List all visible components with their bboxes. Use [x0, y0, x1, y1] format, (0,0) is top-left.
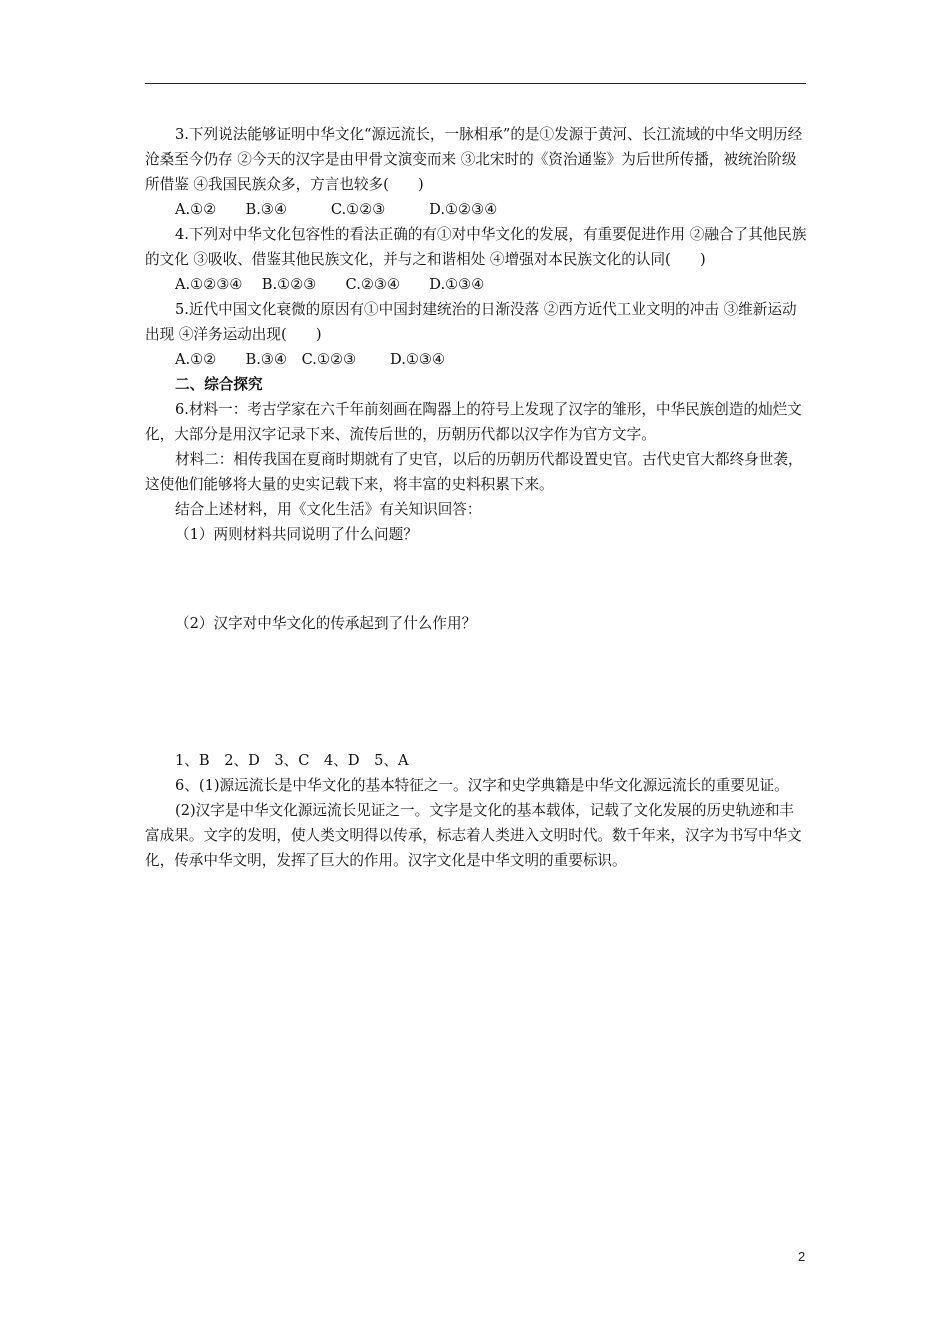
answer-6-1: 6、(1)源远流长是中华文化的基本特征之一。汉字和史学典籍是中华文化源远流长的重要见证。 — [175, 777, 789, 794]
question-6-prompt: 结合上述材料，用《文化生活》有关知识回答： — [175, 501, 482, 518]
question-5: 5.近代中国文化衰微的原因有①中国封建统治的日渐没落 ②西方近代工业文明的冲击 ③维新运动出现 ④洋务运动出现( ) — [145, 301, 797, 343]
question-4-options: A.①②③④ B.①②③ C.②③④ D.①③④ — [175, 276, 485, 293]
document-body — [145, 122, 807, 873]
section-heading: 二、综合探究 — [175, 376, 263, 393]
answer-6-2: (2)汉字是中华文化源远流长见证之一。文字是文化的基本载体，记载了文化发展的历史轨迹和丰富成果。文字的发明，使人类文明得以传承，标志着人类进入文明时代。数千年来，汉字为书写中华文化，传承中华文明，发挥了巨大的作用。汉字文化是中华文明的重要标识。 — [145, 802, 802, 869]
question-6-sub-2: （2）汉字对中华文化的传承起到了什么作用？ — [175, 615, 477, 632]
page-number: 2 — [798, 1249, 806, 1264]
question-6-sub-1: （1）两则材料共同说明了什么问题？ — [175, 526, 418, 543]
question-3-options: A.①② B.③④ C.①②③ D.①②③④ — [175, 201, 498, 218]
question-6-material-2: 材料二：相传我国在夏商时期就有了史官，以后的历朝历代都设置史官。古代史官大都终身世袭，这使他们能够将大量的史实记载下来，将丰富的史料积累下来。 — [145, 451, 803, 493]
question-3: 3.下列说法能够证明中华文化“源远流长，一脉相承”的是①发源于黄河、长江流域的中华文明历经沧桑至今仍存 ②今天的汉字是由甲骨文演变而来 ③北宋时的《资治通鉴》为后世所传播，被统治阶级所借鉴 ④我国民族众多，方言也较多( ) — [145, 126, 803, 193]
header-rule — [145, 83, 806, 84]
question-4: 4.下列对中华文化包容性的看法正确的有①对中华文化的发展，有重要促进作用 ②融合了其他民族的文化 ③吸收、借鉴其他民族文化，并与之和谐相处 ④增强对本民族文化的认同( ) — [145, 226, 807, 268]
answer-choices: 1、B 2、D 3、C 4、D 5、A — [175, 752, 409, 769]
question-6-material-1: 6.材料一：考古学家在六千年前刻画在陶器上的符号上发现了汉字的雏形，中华民族创造的灿烂文化，大部分是用汉字记录下来、流传后世的，历朝历代都以汉字作为官方文字。 — [145, 401, 802, 443]
question-5-options: A.①② B.③④ C.①②③ D.①③④ — [175, 351, 446, 368]
